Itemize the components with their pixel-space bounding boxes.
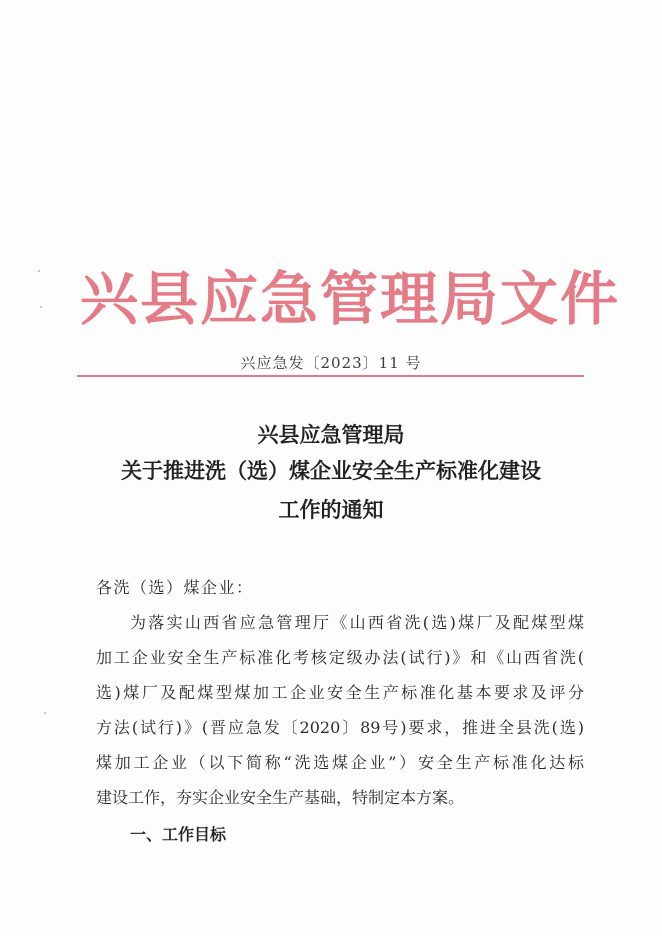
body-paragraph-line: 加工企业安全生产标准化考核定级办法(试行)》和《山西省洗(: [96, 648, 584, 667]
body-paragraph-line: 为落实山西省应急管理厅《山西省洗(选)煤厂及配煤型煤: [130, 613, 584, 632]
issuer-header-title: 兴县应急管理局文件: [80, 265, 621, 333]
salutation: 各洗（选）煤企业：: [96, 578, 254, 597]
notice-title-line-3: 工作的通知: [278, 497, 384, 522]
scan-speck: [38, 270, 40, 272]
section-heading: 一、工作目标: [130, 825, 227, 844]
body-paragraph-line: 煤加工企业（以下简称“洗选煤企业”）安全生产标准化达标: [96, 753, 584, 772]
notice-title-line-1: 兴县应急管理局: [257, 422, 405, 447]
red-header-rule: [77, 375, 584, 377]
notice-title-line-2: 关于推进洗（选）煤企业安全生产标准化建设: [121, 458, 541, 483]
scan-speck: [44, 712, 46, 714]
body-paragraph-line: 方法(试行)》(晋应急发〔2020〕89号)要求，推进全县洗(选): [96, 718, 584, 737]
body-paragraph-line: 选)煤厂及配煤型煤加工企业安全生产标准化基本要求及评分: [96, 683, 584, 702]
document-number: 兴应急发〔2023〕11 号: [240, 354, 422, 372]
body-paragraph-line: 建设工作，夯实企业安全生产基础，特制定本方案。: [96, 788, 465, 807]
scan-speck: [40, 306, 42, 308]
